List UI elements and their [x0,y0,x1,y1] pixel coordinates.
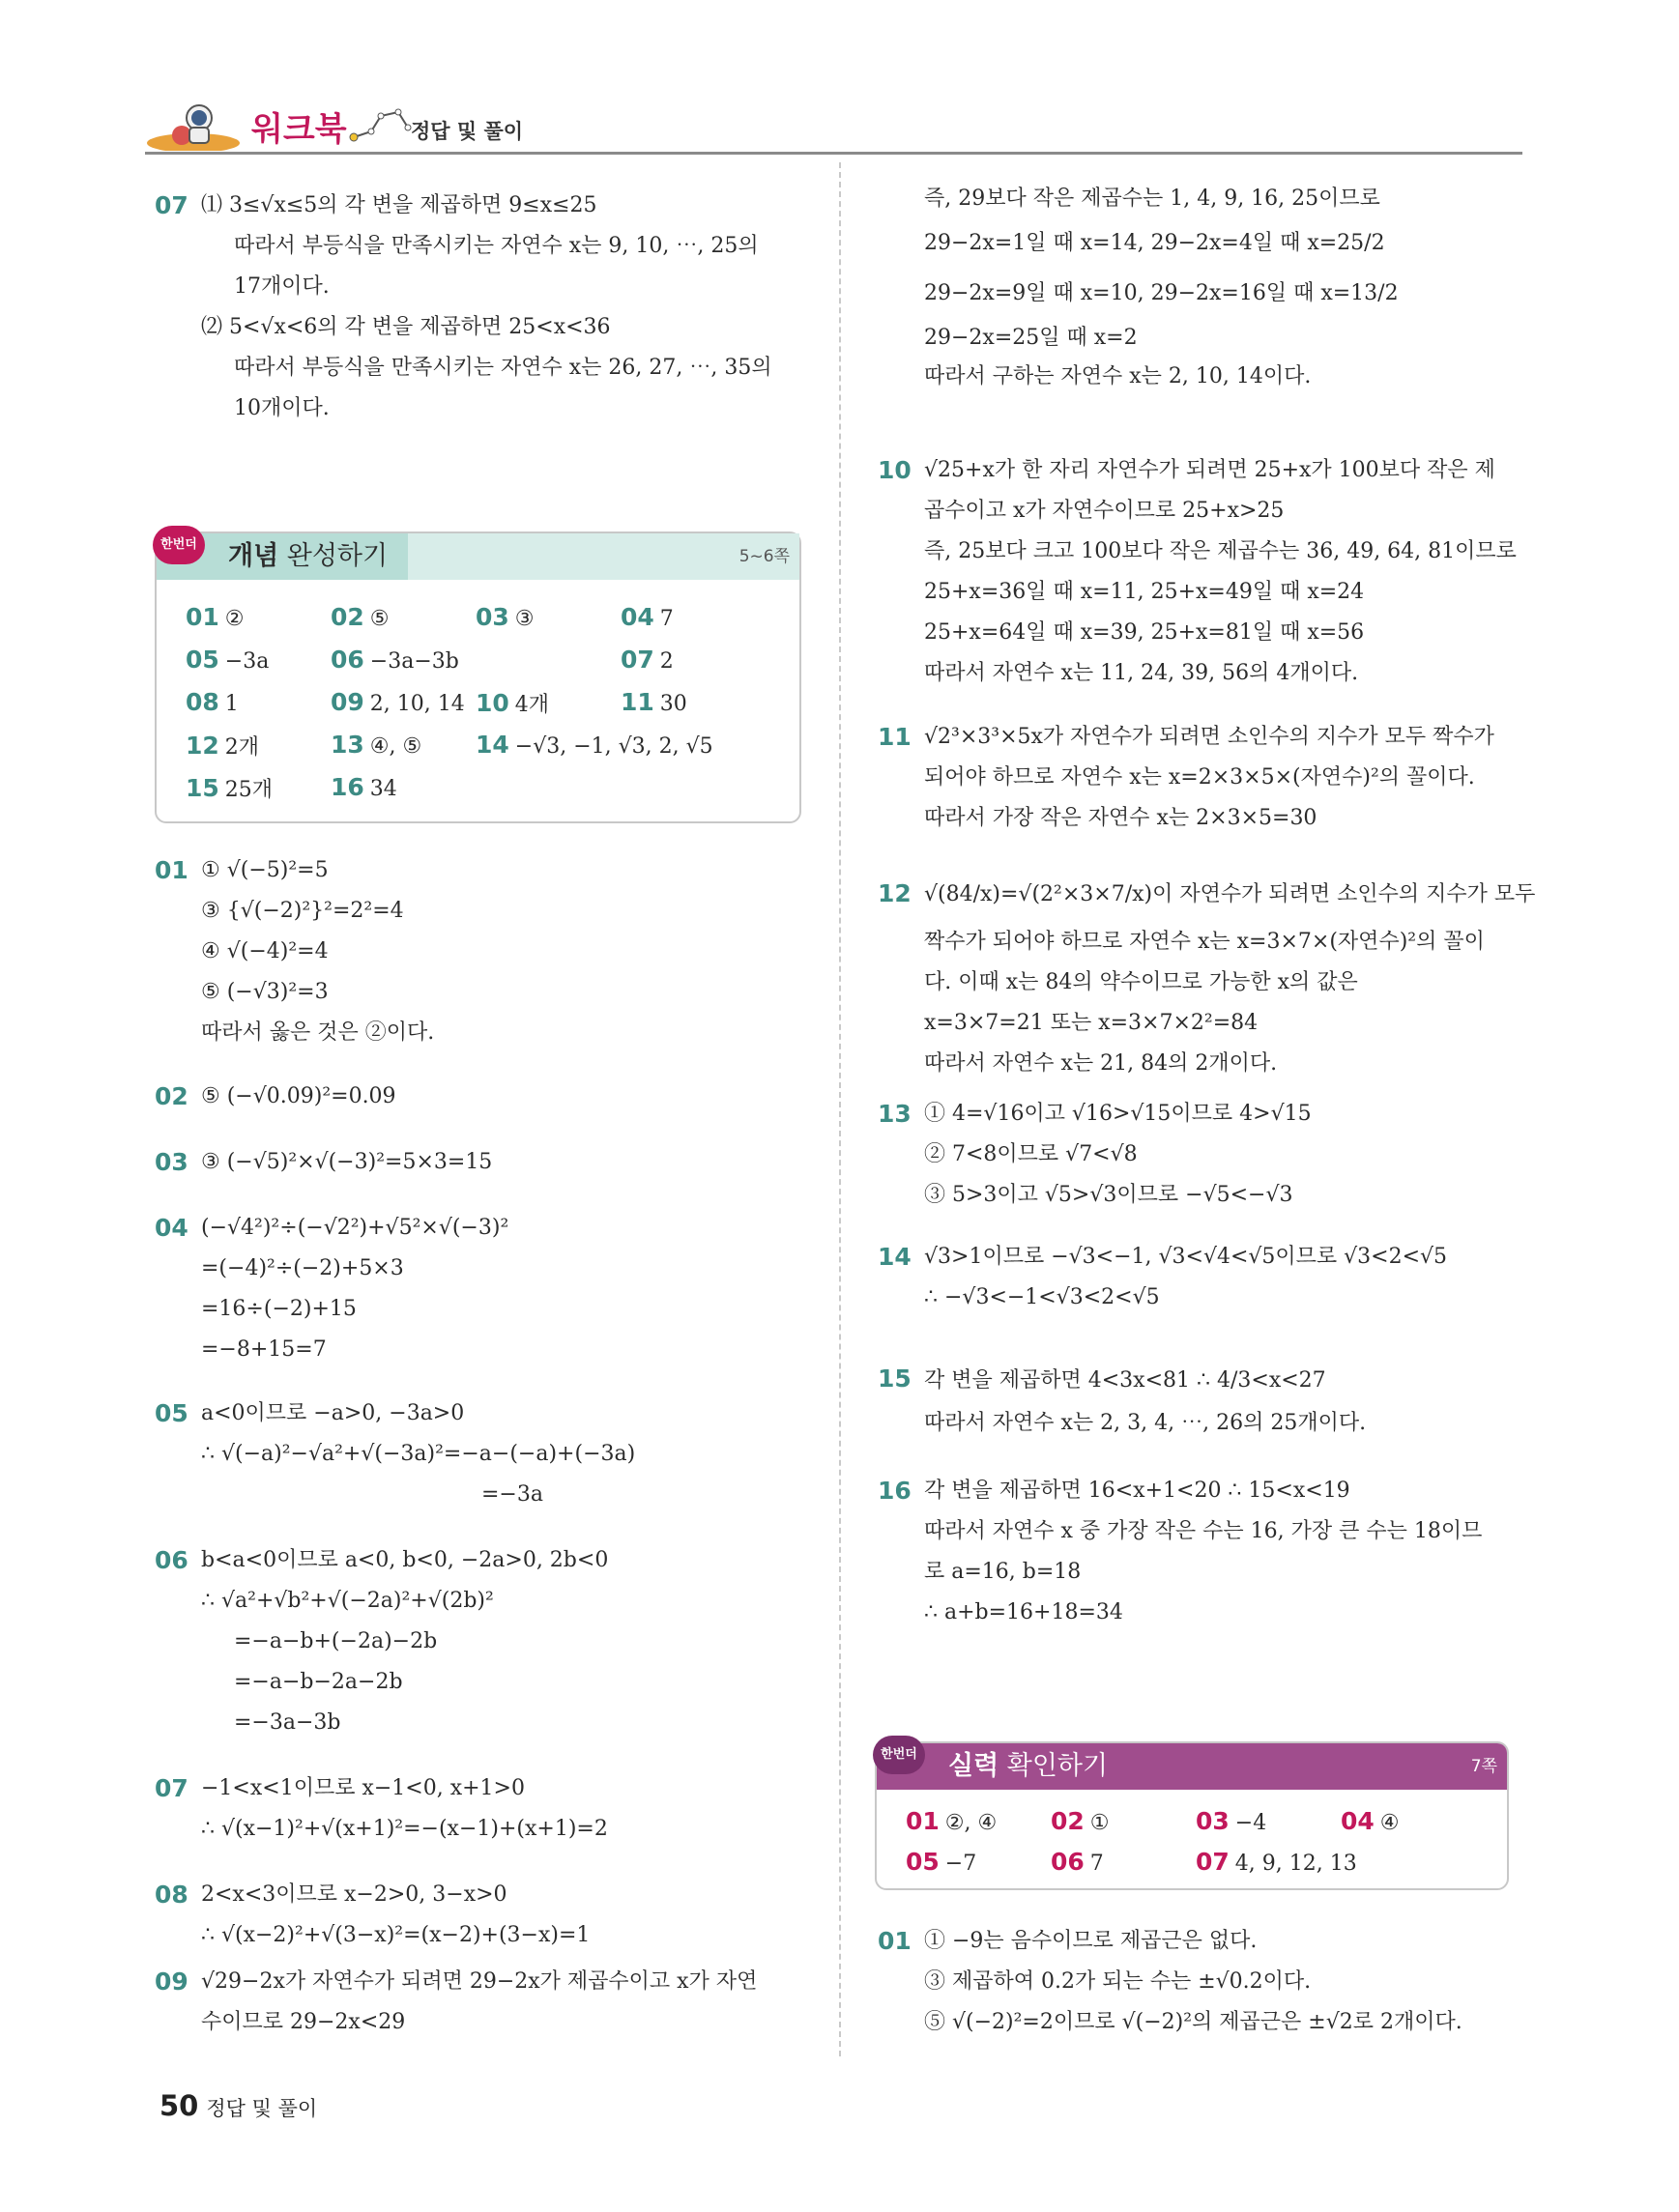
problem-number: 07 [155,1774,188,1802]
problem-03 [155,1142,812,1183]
answer-number: 06 [1051,1848,1085,1876]
answer-cell [331,603,390,631]
line: 10개이다. [234,396,330,420]
answer-value: 7 [1089,1852,1104,1876]
answer-cell [476,603,535,631]
answer-cell [906,1807,997,1835]
answer-number: 10 [476,689,509,717]
footer-label: 정답 및 풀이 [206,2097,318,2120]
answer-cell [1196,1807,1266,1835]
problem-number: 03 [155,1148,188,1176]
answer-cell [621,603,674,631]
answer-value: 34 [369,777,397,801]
header-rule [145,152,1522,155]
problem-12 [878,868,1536,1084]
line: √29−2x가 자연수가 되려면 29−2x가 제곱수이고 x가 자연 [201,1969,758,1994]
line: =16÷(−2)+15 [201,1297,357,1321]
problem-number: 15 [878,1365,912,1393]
answer-cell [331,688,465,716]
answer-number: 07 [1196,1848,1230,1876]
answer-value: ⑤ [369,607,390,631]
answer-number: 09 [331,688,364,716]
answer-number: 07 [621,646,654,674]
answer-value: ④, ⑤ [369,734,422,759]
box-pages: 7쪽 [1470,1757,1497,1776]
line: 따라서 자연수 x는 21, 84의 2개이다. [924,1051,1278,1076]
answer-cell [186,603,245,631]
problem-05 [155,1393,812,1515]
answer-number: 05 [186,646,219,674]
answer-cell [331,731,421,759]
line: ⑤ √(−2)²=2이므로 √(−2)²의 제곱근은 ±√2로 2개이다. [924,2010,1462,2034]
line: −1<x<1이므로 x−1<0, x+1>0 [201,1776,525,1800]
line: a<0이므로 −a>0, −3a>0 [201,1401,465,1425]
problem-number: 14 [878,1243,912,1271]
line: ⑤ (−√0.09)²=0.09 [201,1084,396,1108]
line: x=3×7=21 또는 x=3×7×2²=84 [924,1011,1259,1035]
answer-value: ② [224,607,245,631]
line: √(84/x)=√(2²×3×7/x)이 자연수가 되려면 소인수의 지수가 모두 [924,882,1536,906]
answer-value: −4 [1234,1811,1267,1835]
problem-number: 01 [155,856,188,884]
answer-value: 1 [224,692,239,716]
problem-09 [155,1962,812,2043]
line: 따라서 가장 작은 자연수 x는 2×3×5=30 [924,806,1317,830]
problem-08 [155,1875,812,1956]
problem-16 [878,1471,1516,1633]
answer-cell [186,646,269,674]
answer-cell [1341,1807,1400,1835]
answer-cell [186,773,273,803]
line: =−3a−3b [234,1710,341,1735]
answer-value: ②, ④ [944,1811,998,1835]
answer-value: −3a [224,649,270,674]
answer-number: 12 [186,732,219,760]
brand-title: 워크북 [251,110,347,149]
line: 따라서 부등식을 만족시키는 자연수 x는 9, 10, ⋯, 25의 [234,234,759,258]
answer-value: ④ [1379,1811,1400,1835]
line: 수이므로 29−2x<29 [201,2010,406,2034]
badge: 한번더 [873,1736,925,1774]
answer-value: −3a−3b [369,649,459,674]
line: =−a−b+(−2a)−2b [234,1629,438,1653]
answer-value: −7 [944,1852,977,1876]
line: 각 변을 제곱하면 16<x+1<20 ∴ 15<x<19 [924,1479,1350,1503]
answer-value: 25개 [224,778,274,802]
answer-value: ③ [514,607,535,631]
line: b<a<0이므로 a<0, b<0, −2a>0, 2b<0 [201,1548,609,1572]
skill-box-header [877,1743,1507,1790]
badge: 한번더 [153,526,205,564]
problem-number: 05 [155,1399,188,1427]
skill-answer-box [875,1741,1509,1890]
problem-06 [155,1540,812,1743]
line: ③ 5>3이고 √5>√3이므로 −√5<−√3 [924,1183,1293,1207]
line: 25+x=36일 때 x=11, 25+x=49일 때 x=24 [924,580,1365,604]
concept-answer-box [155,531,801,823]
line: ② 7<8이므로 √7<√8 [924,1142,1138,1166]
problem-number: 13 [878,1100,912,1128]
line: 즉, 29보다 작은 제곱수는 1, 4, 9, 16, 25이므로 [924,187,1380,211]
line: ③ 제곱하여 0.2가 되는 수는 ±√0.2이다. [924,1969,1312,1994]
problem-number: 09 [155,1968,188,1996]
answer-cell [476,731,713,759]
answer-value: ① [1089,1811,1110,1835]
line: 되어야 하므로 자연수 x는 x=2×3×5×(자연수)²의 꼴이다. [924,765,1475,790]
title-bold: 실력 [948,1751,999,1781]
answer-value: 4개 [514,693,550,717]
answer-value: 4, 9, 12, 13 [1234,1852,1357,1876]
answer-value: −√3, −1, √3, 2, √5 [514,734,713,759]
line: 2<x<3이므로 x−2>0, 3−x>0 [201,1882,507,1907]
line: ∴ a+b=16+18=34 [924,1600,1123,1624]
line: ∴ √(−a)²−√a²+√(−3a)²=−a−(−a)+(−3a) [201,1442,636,1466]
line: 따라서 자연수 x 중 가장 작은 수는 16, 가장 큰 수는 18이므 [924,1519,1483,1543]
answer-cell [331,646,459,674]
line: √2³×3³×5x가 자연수가 되려면 소인수의 지수가 모두 짝수가 [924,725,1494,749]
answer-number: 02 [1051,1807,1085,1835]
answer-value: 30 [659,692,687,716]
line: 따라서 부등식을 만족시키는 자연수 x는 26, 27, ⋯, 35의 [234,356,772,380]
line: 짝수가 되어야 하므로 자연수 x는 x=3×7×(자연수)²의 꼴이 [924,930,1485,954]
answer-number: 05 [906,1848,940,1876]
answer-cell [331,773,397,801]
problem-number: 07 [155,191,188,219]
problem-number: 12 [878,879,912,907]
line: (−√4²)²÷(−√2²)+√5²×√(−3)² [201,1216,509,1240]
problem-number: 02 [155,1082,188,1110]
line: ∴ √(x−1)²+√(x+1)²=−(x−1)+(x+1)=2 [201,1817,608,1841]
box-title [211,533,405,580]
answer-number: 08 [186,688,219,716]
line: =−3a [481,1482,543,1507]
answer-value: 2, 10, 14 [369,692,465,716]
answer-cell [476,688,549,718]
line: ∴ √a²+√b²+√(−2a)²+√(2b)² [201,1589,494,1613]
problem-13 [878,1094,1516,1216]
line: 25+x=64일 때 x=39, 25+x=81일 때 x=56 [924,620,1365,645]
line: =(−4)²÷(−2)+5×3 [201,1256,404,1280]
problem-07-top [155,186,812,429]
problem-11 [878,717,1516,839]
problem-number: 08 [155,1881,188,1909]
line: 29−2x=25일 때 x=2 [924,326,1138,350]
answer-number: 01 [186,603,219,631]
line: ∴ √(x−2)²+√(3−x)²=(x−2)+(3−x)=1 [201,1923,591,1947]
line: ④ √(−4)²=4 [201,939,329,963]
header-subtitle: 정답 및 풀이 [411,120,524,143]
line: 즉, 25보다 크고 100보다 작은 제곱수는 36, 49, 64, 81이므로 [924,539,1517,563]
line: 다. 이때 x는 84의 약수이므로 가능한 x의 값은 [924,970,1358,994]
answer-number: 15 [186,774,219,802]
answer-number: 04 [1341,1807,1375,1835]
line: ③ {√(−2)²}²=2²=4 [201,899,404,923]
problem-number: 16 [878,1477,912,1505]
line: ① √(−5)²=5 [201,858,329,882]
problem-number: 06 [155,1546,188,1574]
answer-cell [1051,1807,1110,1835]
title-bold: 개념 [228,541,279,571]
line: ③ (−√5)²×√(−3)²=5×3=15 [201,1150,493,1174]
astronaut-mascot-icon [145,97,242,151]
answer-value: 2개 [224,735,260,760]
problem-15 [878,1359,1516,1444]
line: =−a−b−2a−2b [234,1670,403,1694]
line: 따라서 구하는 자연수 x는 2, 10, 14이다. [924,364,1312,388]
line: ⑵ 5<√x<6의 각 변을 제곱하면 25<x<36 [201,315,611,339]
line: ⑴ 3≤√x≤5의 각 변을 제곱하면 9≤x≤25 [201,193,597,217]
line: ∴ −√3<−1<√3<2<√5 [924,1285,1160,1309]
line: 로 a=16, b=18 [924,1560,1082,1584]
answer-number: 11 [621,688,654,716]
problem-number: 04 [155,1214,188,1242]
answer-number: 14 [476,731,509,759]
column-divider [839,162,841,2056]
line: 따라서 자연수 x는 11, 24, 39, 56의 4개이다. [924,661,1359,685]
line: √3>1이므로 −√3<−1, √3<√4<√5이므로 √3<2<√5 [924,1245,1448,1269]
line: 따라서 자연수 x는 2, 3, 4, ⋯, 26의 25개이다. [924,1411,1367,1435]
answer-number: 03 [1196,1807,1230,1835]
line: =−8+15=7 [201,1337,327,1362]
answer-cell [621,688,687,716]
title-rest: 확인하기 [999,1751,1109,1781]
constellation-icon [348,102,416,147]
box-title [931,1743,1125,1790]
title-rest: 완성하기 [278,541,389,571]
answer-number: 03 [476,603,509,631]
problem-04 [155,1208,812,1370]
line: 17개이다. [234,274,330,299]
answer-cell [1051,1848,1104,1876]
problem-number: 10 [878,456,912,484]
problem-number: 11 [878,723,912,751]
line: 각 변을 제곱하면 4<3x<81 ∴ 4/3<x<27 [924,1368,1326,1393]
skill-problem-01 [878,1921,1516,2043]
line: ① −9는 음수이므로 제곱근은 없다. [924,1929,1258,1953]
answer-cell [621,646,674,674]
answer-number: 06 [331,646,364,674]
answer-value: 7 [659,607,674,631]
answer-cell [1196,1848,1357,1876]
page-number: 50 [159,2089,199,2122]
problem-07 [155,1768,812,1850]
page-header [145,97,1522,155]
line: 따라서 옳은 것은 ②이다. [201,1020,435,1045]
answer-cell [186,731,259,761]
problem-10 [878,450,1516,694]
answer-number: 04 [621,603,654,631]
answer-number: 01 [906,1807,940,1835]
concept-box-header [157,533,799,580]
answer-number: 16 [331,773,364,801]
answer-cell [186,688,239,716]
box-pages: 5~6쪽 [738,547,790,566]
answer-cell [906,1848,976,1876]
line: √25+x가 한 자리 자연수가 되려면 25+x가 100보다 작은 제 [924,458,1495,482]
answer-number: 13 [331,731,364,759]
line: 곱수이고 x가 자연수이므로 25+x>25 [924,499,1285,523]
line: 29−2x=1일 때 x=14, 29−2x=4일 때 x=25/2 [924,231,1385,255]
answer-value: 2 [659,649,674,674]
problem-number: 01 [878,1927,912,1955]
problem-02 [155,1077,812,1117]
problem-14 [878,1237,1516,1318]
problem-01 [155,850,812,1053]
line: 29−2x=9일 때 x=10, 29−2x=16일 때 x=13/2 [924,281,1399,305]
problem-09-continued [878,180,1516,396]
line: ① 4=√16이고 √16>√15이므로 4>√15 [924,1102,1312,1126]
line: ⑤ (−√3)²=3 [201,980,329,1004]
page-footer [159,2089,317,2122]
answer-number: 02 [331,603,364,631]
